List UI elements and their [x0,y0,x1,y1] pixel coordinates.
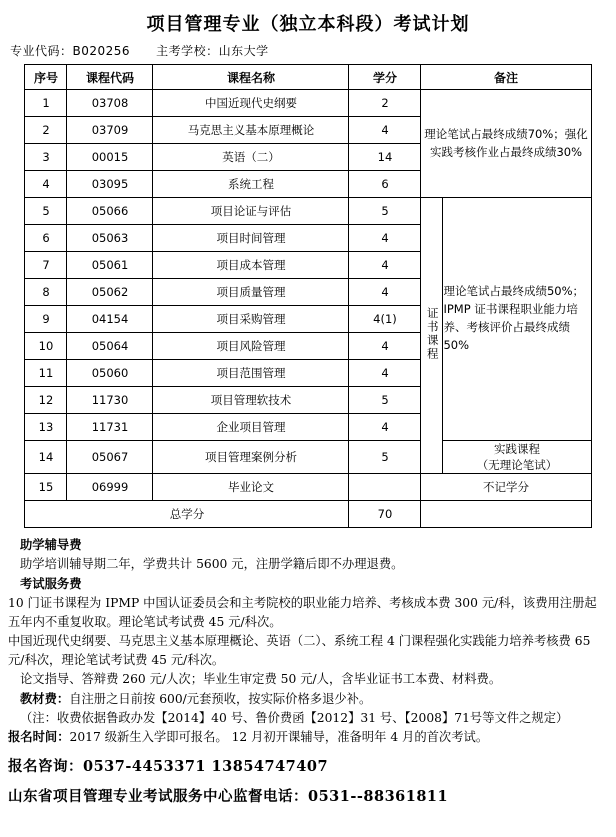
note-body-3: 自注册之日前按 600/元套预收，按实际价格多退少补。 [69,691,372,706]
supervise-line: 山东省项目管理专业考试服务中心监督电话：0531--88361811 [8,787,449,805]
remark-practice-line2: （无理论笔试） [476,458,558,472]
note-body-5: 2017 级新生入学即可报名。 12 月初开课辅导，准备明年 4 月的首次考试。 [69,730,489,745]
school-label: 主考学校： [156,44,219,58]
note-section-5 [8,728,608,746]
contact-value: 0537-4453371 13854747407 [83,757,329,775]
note-section-4: （注：收费依据鲁政办发【2014】40 号、鲁价费函【2012】31 号、【2008】71号等文件之规定） [20,710,569,725]
total-credit: 70 [349,501,421,528]
note-title-5: 报名时间： [8,729,70,745]
row-name: 马克思主义基本原理概论 [153,117,349,144]
col-header-credit: 学分 [349,65,421,90]
remark-practice-line1: 实践课程 [493,442,540,456]
col-header-remark: 备注 [421,65,591,90]
row-name: 项目质量管理 [153,279,349,306]
row-no: 13 [25,414,67,441]
row-name: 项目成本管理 [153,252,349,279]
remark-last: 不记学分 [421,474,591,501]
row-name: 企业项目管理 [153,414,349,441]
col-header-no: 序号 [25,65,67,90]
row-no: 14 [25,441,67,474]
row-code: 05066 [67,198,153,225]
row-code: 05063 [67,225,153,252]
table-total-row [25,501,591,528]
row-code: 04154 [67,306,153,333]
row-no: 2 [25,117,67,144]
row-code: 00015 [67,144,153,171]
row-credit: 4(1) [349,306,421,333]
row-code: 11730 [67,387,153,414]
remark-middle: 理论笔试占最终成绩50%；IPMP 证书课程职业能力培养、考核评价占最终成绩50% [443,198,591,441]
exam-plan-table [24,64,591,528]
vertical-text: 证书课程 [425,307,440,361]
row-code: 05064 [67,333,153,360]
row-name: 项目管理案例分析 [153,441,349,474]
row-name: 中国近现代史纲要 [153,90,349,117]
contact-line [8,755,608,776]
total-label: 总学分 [25,501,349,528]
row-credit: 4 [349,117,421,144]
row-no: 11 [25,360,67,387]
table-row [25,474,591,501]
row-credit: 4 [349,333,421,360]
school-value: 山东大学 [218,44,269,58]
contact-label: 报名咨询： [8,757,83,775]
row-no: 9 [25,306,67,333]
note-body-2-line1: 10 门证书课程为 IPMP 中国认证委员会和主考院校的职业能力培养、考核成本费 300 元/科，该费用注册起五年内不重复收取。理论笔试考试费 45 元/科次。 [8,596,597,629]
note-body-1: 助学培训辅导期二年，学费共计 5600 元，注册学籍后即不办理退费。 [20,557,404,572]
row-name: 项目管理软技术 [153,387,349,414]
row-no: 15 [25,474,67,501]
table-header-row [25,65,591,90]
major-code-label: 专业代码： [10,44,73,58]
row-credit: 14 [349,144,421,171]
row-code: 03708 [67,90,153,117]
notes-section [8,536,608,747]
row-name: 项目采购管理 [153,306,349,333]
row-code: 05062 [67,279,153,306]
meta-line [10,42,608,59]
row-code: 05061 [67,252,153,279]
note-section-3 [8,690,608,708]
note-title-3: 教材费： [20,690,70,706]
row-name: 项目论证与评估 [153,198,349,225]
row-no: 1 [25,90,67,117]
row-no: 7 [25,252,67,279]
total-remark-empty [421,501,591,528]
row-no: 4 [25,171,67,198]
note-title-2: 考试服务费 [20,575,82,591]
col-header-name: 课程名称 [153,65,349,90]
row-no: 8 [25,279,67,306]
row-no: 6 [25,225,67,252]
major-code-value: B020256 [72,44,131,58]
row-code: 11731 [67,414,153,441]
row-credit: 5 [349,387,421,414]
row-name: 项目风险管理 [153,333,349,360]
table-row [25,90,591,117]
row-name: 系统工程 [153,171,349,198]
note-title-1: 助学辅导费 [20,537,82,552]
row-code: 03095 [67,171,153,198]
table-row [25,198,591,225]
note-body-2-line3: 论文指导、答辩费 260 元/人次；毕业生审定费 50 元/人，含毕业证书工本费、材料费。 [20,672,502,687]
row-code: 06999 [67,474,153,501]
page-title: 项目管理专业（独立本科段）考试计划 [146,14,470,35]
row-credit: 2 [349,90,421,117]
note-body-2-line2: 中国近现代史纲要、马克思主义基本原理概论、英语（二）、系统工程 4 门课程强化实践能力培养考核费 65 元/科次，理论笔试考试费 45 元/科次。 [8,634,591,667]
row-credit: 4 [349,225,421,252]
row-name: 项目时间管理 [153,225,349,252]
footer-section [8,755,608,806]
remark-top: 理论笔试占最终成绩70%；强化实践考核作业占最终成绩30% [421,90,591,198]
row-no: 10 [25,333,67,360]
remark-practice [443,441,591,474]
row-credit: 4 [349,360,421,387]
row-no: 3 [25,144,67,171]
row-credit: 4 [349,414,421,441]
row-code: 05067 [67,441,153,474]
row-code: 03709 [67,117,153,144]
row-credit [349,474,421,501]
row-no: 12 [25,387,67,414]
row-credit: 6 [349,171,421,198]
row-name: 毕业论文 [153,474,349,501]
row-credit: 5 [349,441,421,474]
row-code: 05060 [67,360,153,387]
row-name: 项目范围管理 [153,360,349,387]
table-row [25,441,591,474]
row-name: 英语（二） [153,144,349,171]
row-no: 5 [25,198,67,225]
row-credit: 5 [349,198,421,225]
col-header-code: 课程代码 [67,65,153,90]
row-credit: 4 [349,279,421,306]
row-credit: 4 [349,252,421,279]
remark-vertical-label [421,198,443,474]
